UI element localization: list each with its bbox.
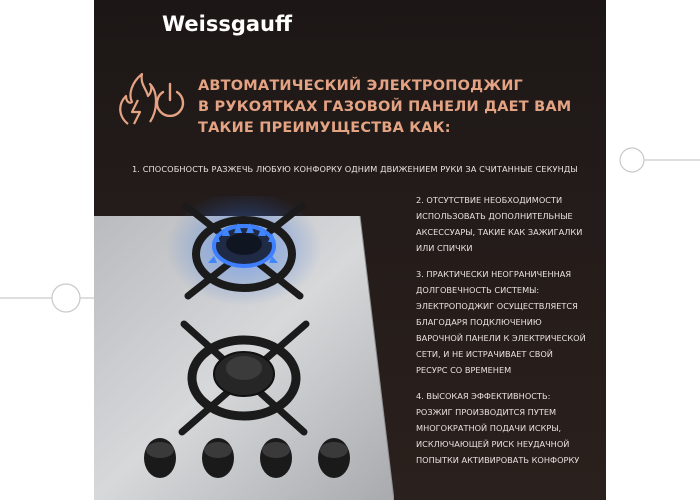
ignition-icons: [116, 66, 186, 128]
headline-line-2: В РУКОЯТКАХ ГАЗОВОЙ ПАНЕЛИ ДАЕТ ВАМ: [198, 99, 572, 115]
promo-banner: [94, 0, 606, 500]
headline-line-3: ТАКИЕ ПРЕИМУЩЕСТВА КАК:: [198, 120, 451, 136]
brand-logo: Weissgauff: [162, 12, 293, 36]
benefit-item-2: 2. ОТСУТСТВИЕ НЕОБХОДИМОСТИ ИСПОЛЬЗОВАТЬ ДОПОЛНИТЕЛЬНЫЕ АКСЕССУАРЫ, ТАКИЕ КАК ЗАЖИГАЛКИ ИЛИ СПИЧКИ: [416, 195, 583, 253]
benefits-list: [416, 192, 601, 478]
benefit-item-1: 1. СПОСОБНОСТЬ РАЗЖЕЧЬ ЛЮБУЮ КОНФОРКУ ОДНИМ ДВИЖЕНИЕМ РУКИ ЗА СЧИТАННЫЕ СЕКУНДЫ: [132, 164, 578, 174]
watermark-left: [0, 0, 94, 500]
benefit-item-3: 3. ПРАКТИЧЕСКИ НЕОГРАНИЧЕННАЯ ДОЛГОВЕЧНОСТЬ СИСТЕМЫ: ЭЛЕКТРОПОДЖИГ ОСУЩЕСТВЛЯЕТСЯ БЛАГОДАРЯ ПОДКЛЮЧЕНИЮ ВАРОЧНОЙ ПАНЕЛИ К ЭЛЕКТРИЧЕСКОЙ СЕТИ, И НЕ ИСТРАЧИВАЕТ СВОЙ РЕСУРС СО ВРЕМЕНЕМ: [416, 269, 586, 375]
flame-bolt-icon: [120, 74, 156, 124]
gas-hob-illustration: [94, 196, 394, 500]
headline-line-1: АВТОМАТИЧЕСКИЙ ЭЛЕКТРОПОДЖИГ: [198, 78, 523, 94]
benefit-item-4: 4. ВЫСОКАЯ ЭФФЕКТИВНОСТЬ: РОЗЖИГ ПРОИЗВОДИТСЯ ПУТЕМ МНОГОКРАТНОЙ ПОДАЧИ ИСКРЫ, ИСКЛЮЧАЮЩЕЙ РИСК НЕУДАЧНОЙ ПОПЫТКИ АКТИВИРОВАТЬ КОНФОРКУ: [416, 391, 580, 465]
watermark-right: [606, 0, 700, 500]
headline: [198, 76, 598, 139]
power-icon: [157, 84, 183, 116]
